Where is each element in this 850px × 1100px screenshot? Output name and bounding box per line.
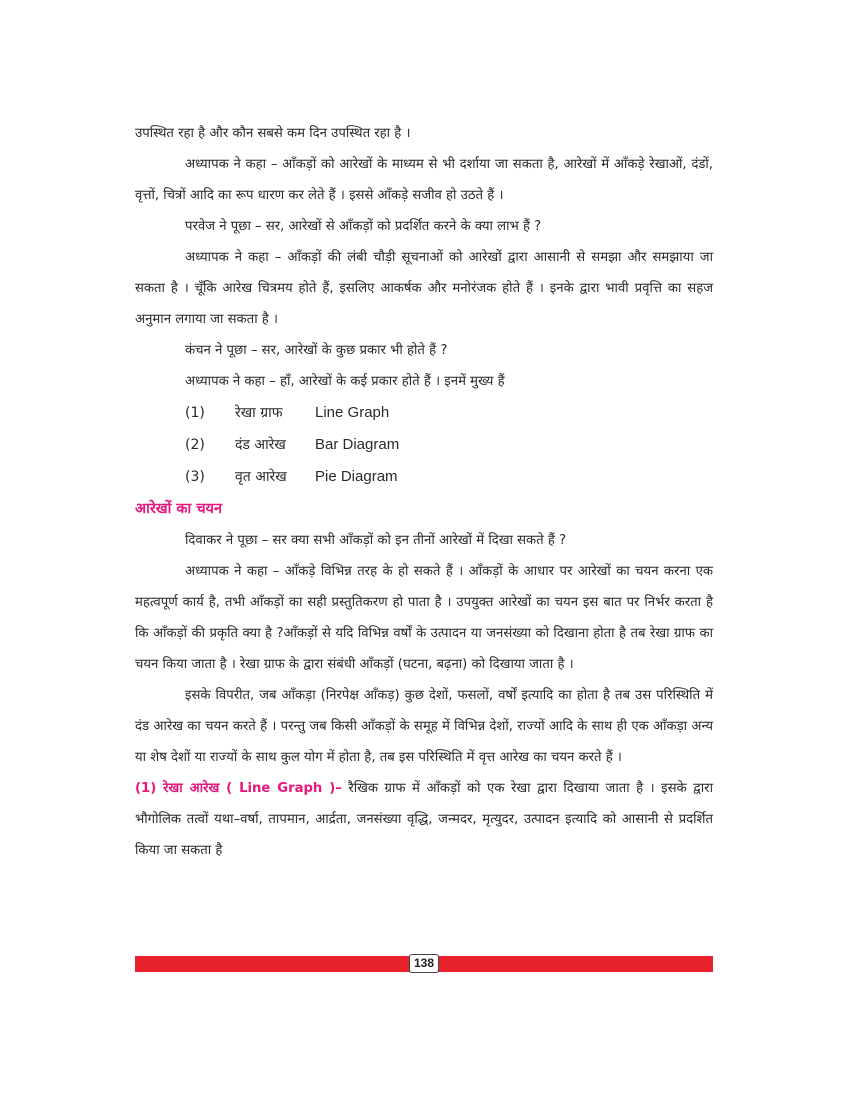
list-item-number: (1) <box>185 405 205 421</box>
list-item-english: Bar Diagram <box>315 436 400 453</box>
paragraph-kanchan-question: कंचन ने पूछा – सर, आरेखों के कुछ प्रकार भी होते हैं ? <box>185 343 448 358</box>
paragraph-contrast: इसके विपरीत, जब आँकड़ा (निरपेक्ष आँकड़) कुछ देशों, फसलों, वर्षों इत्यादि का होता है तब उस परिस्थिति में दंड आरेख का चयन करते हैं । परन्तु जब किसी आँकड़ों के समूह में विभिन्न देशों, राज्यों आदि के साथ ही एक आँकड़ा अन्य या शेष देशों या राज्यों के साथ कुल योग में होता है, तब इस परिस्थिति में वृत्त आरेख का चयन करते हैं । <box>135 688 713 765</box>
line-graph-text: रैखिक ग्राफ में आँकड़ों को एक रेखा द्वारा दिखाया जाता है । इसके द्वारा भौगोलिक तत्वों यथा–वर्षा, तापमान, आर्द्रता, जनसंख्या वृद्धि, जन्मदर, मृत्युदर, उत्पादन इत्यादि को आसानी से प्रदर्शित किया जा सकता है <box>135 781 713 858</box>
list-item-hindi: रेखा ग्राफ <box>235 405 283 421</box>
page-number: 138 <box>409 954 439 973</box>
list-item <box>185 461 713 493</box>
page-body <box>135 118 713 866</box>
paragraph-parvez-question: परवेज ने पूछा – सर, आरेखों से आँकड़ों को प्रदर्शित करने के क्या लाभ हैं ? <box>185 219 542 234</box>
list-item <box>185 397 713 429</box>
list-item-number: (2) <box>185 437 205 453</box>
list-item-hindi: दंड आरेख <box>235 437 286 453</box>
footer-bar <box>135 956 713 972</box>
section-heading: आरेखों का चयन <box>135 501 223 517</box>
line-graph-label: (1) रेखा आरेख ( Line Graph )– <box>135 781 342 796</box>
list-item-english: Line Graph <box>315 404 390 421</box>
list-item-hindi: वृत आरेख <box>235 469 287 485</box>
paragraph-line-graph <box>135 773 713 866</box>
paragraph-teacher-benefits: अध्यापक ने कहा – आँकड़ों की लंबी चौड़ी सूचनाओं को आरेखों द्वारा आसानी से समझा और समझाया जा सकता है । चूँकि आरेख चित्रमय होते हैं, इसलिए आकर्षक और मनोरंजक होते हैं । इनके द्वारा भावी प्रवृत्ति का सहज अनुमान लगाया जा सकता है । <box>135 250 713 327</box>
list-item-number: (3) <box>185 469 205 485</box>
list-item <box>185 429 713 461</box>
list-item-english: Pie Diagram <box>315 468 398 485</box>
paragraph-continuation: उपस्थित रहा है और कौन सबसे कम दिन उपस्थित रहा है । <box>135 126 411 141</box>
paragraph-diwakar-question: दिवाकर ने पूछा – सर क्या सभी आँकड़ों को इन तीनों आरेखों में दिखा सकते हैं ? <box>185 533 567 548</box>
paragraph-teacher-selection: अध्यापक ने कहा – आँकड़े विभिन्न तरह के हो सकते हैं । आँकड़ों के आधार पर आरेखों का चयन करना एक महत्वपूर्ण कार्य है, तभी आँकड़ों का सही प्रस्तुतिकरण हो पाता है । उपयुक्त आरेखों का चयन इस बात पर निर्भर करता है कि आँकड़ों की प्रकृति क्या है ?आँकड़ों से यदि विभिन्न वर्षों के उत्पादन या जनसंख्या को दिखाना होता है तब रेखा ग्राफ का चयन किया जाता है । रेखा ग्राफ के द्वारा संबंधी आँकड़ों (घटना, बढ़ना) को दिखाया जाता है । <box>135 564 713 672</box>
paragraph-teacher-intro: अध्यापक ने कहा – आँकड़ों को आरेखों के माध्यम से भी दर्शाया जा सकता है, आरेखों में आँकड़े रेखाओं, दंडों, वृत्तों, चित्रों आदि का रूप धारण कर लेते हैं । इससे आँकड़े सजीव हो उठते हैं । <box>135 157 713 203</box>
paragraph-teacher-types: अध्यापक ने कहा – हाँ, आरेखों के कई प्रकार होते हैं । इनमें मुख्य हैं <box>185 374 505 389</box>
